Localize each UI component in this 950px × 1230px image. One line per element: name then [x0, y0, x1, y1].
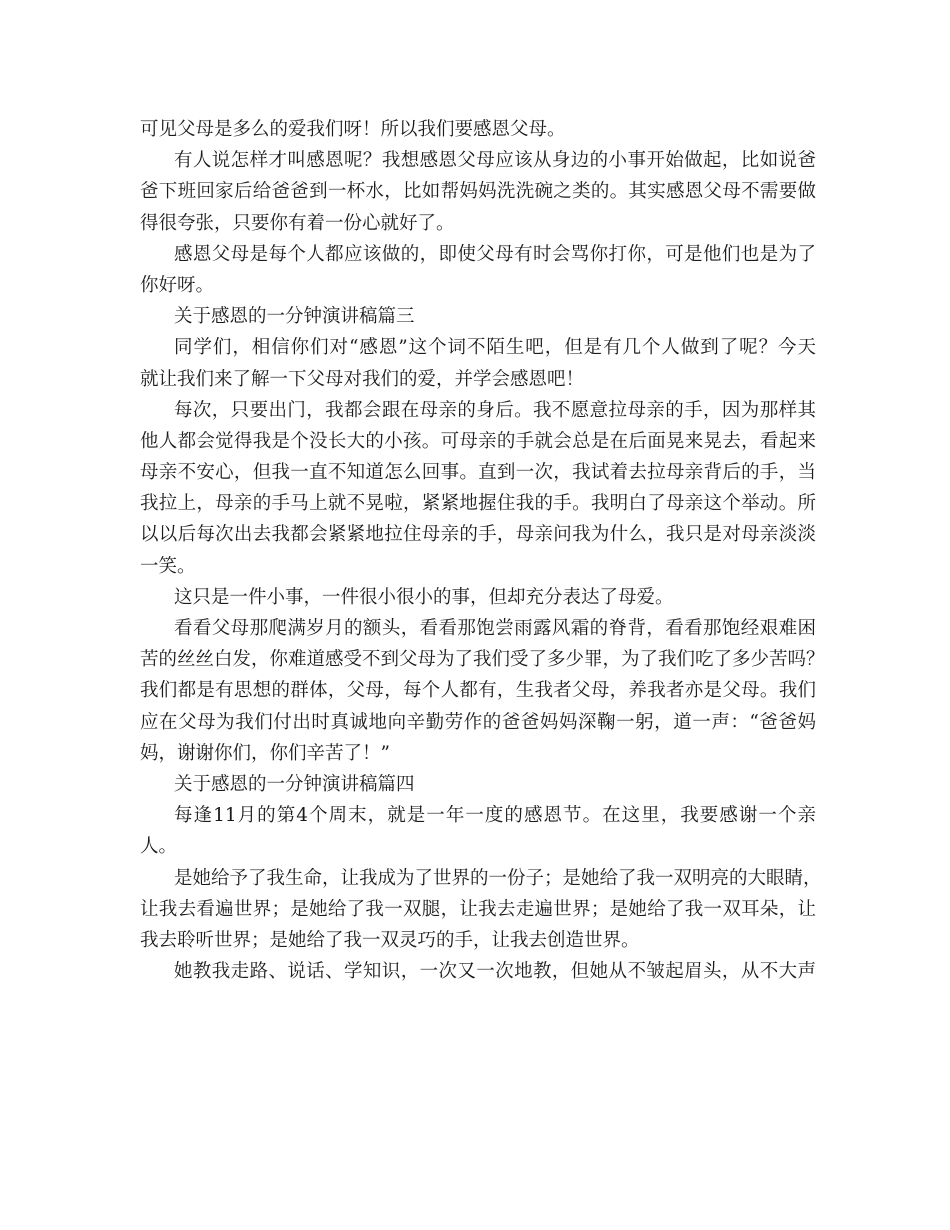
paragraph-line: 每逢11月的第4个周末，就是一年一度的感恩节。在这里，我要感谢一个亲: [174, 805, 816, 827]
paragraph-line: 感恩父母是每个人都应该做的，即使父母有时会骂你打你，可是他们也是为了: [174, 243, 816, 265]
paragraph-line: 你好呀。: [140, 274, 215, 296]
paragraph-line: 同学们，相信你们对“感恩”这个词不陌生吧，但是有几个人做到了呢？今天: [174, 337, 816, 359]
paragraph-line: 妈，谢谢你们，你们辛苦了！”: [140, 742, 390, 764]
paragraph-line: 可见父母是多么的爱我们呀！所以我们要感恩父母。: [140, 119, 566, 140]
paragraph-line: 一笑。: [140, 555, 196, 577]
paragraph-line: 我去聆听世界；是她给了我一双灵巧的手，让我去创造世界。: [140, 929, 640, 951]
document-body: [140, 114, 825, 987]
paragraph-line: 让我去看遍世界；是她给了我一双腿，让我去走遍世界；是她给了我一双耳朵，让: [140, 898, 816, 920]
paragraph-line: 母亲不安心，但我一直不知道怎么回事。直到一次，我试着去拉母亲背后的手，当: [140, 462, 816, 484]
paragraph-line: 应在父母为我们付出时真诚地向辛勤劳作的爸爸妈妈深鞠一躬，道一声：“爸爸妈: [140, 711, 816, 733]
paragraph-line: 看看父母那爬满岁月的额头，看看那饱尝雨露风霜的脊背，看看那饱经艰难困: [174, 618, 816, 639]
paragraph-line: 就让我们来了解一下父母对我们的爱，并学会感恩吧！: [140, 368, 585, 390]
paragraph-line: 他人都会觉得我是个没长大的小孩。可母亲的手就会总是在后面晃来晃去，看起来: [140, 430, 816, 452]
paragraph-line: 有人说怎样才叫感恩呢？我想感恩父母应该从身边的小事开始做起，比如说爸: [174, 150, 816, 172]
paragraph-line: 苦的丝丝白发，你难道感受不到父母为了我们受了多少罪，为了我们吃了多少苦吗？: [140, 649, 825, 671]
paragraph-line: 这只是一件小事，一件很小很小的事，但却充分表达了母爱。: [174, 586, 674, 608]
paragraph-line: 人。: [140, 836, 178, 858]
paragraph-line: 爸下班回家后给爸爸到一杯水，比如帮妈妈洗洗碗之类的。其实感恩父母不需要做: [140, 181, 816, 203]
paragraph-line: 她教我走路、说话、学知识，一次又一次地教，但她从不皱起眉头，从不大声: [174, 961, 816, 983]
paragraph-line: 得很夸张，只要你有着一份心就好了。: [140, 212, 455, 234]
paragraph-line: 我们都是有思想的群体，父母，每个人都有，生我者父母，养我者亦是父母。我们: [140, 680, 816, 702]
section-heading: 关于感恩的一分钟演讲稿篇三: [174, 306, 415, 328]
paragraph-line: 是她给予了我生命，让我成为了世界的一份子；是她给了我一双明亮的大眼睛，: [174, 867, 822, 889]
section-heading: 关于感恩的一分钟演讲稿篇四: [174, 773, 415, 795]
paragraph-line: 以以后每次出去我都会紧紧地拉住母亲的手，母亲问我为什么，我只是对母亲淡淡: [140, 524, 816, 546]
paragraph-line: 每次，只要出门，我都会跟在母亲的身后。我不愿意拉母亲的手，因为那样其: [174, 399, 816, 421]
paragraph-line: 我拉上，母亲的手马上就不晃啦，紧紧地握住我的手。我明白了母亲这个举动。所: [140, 493, 816, 515]
